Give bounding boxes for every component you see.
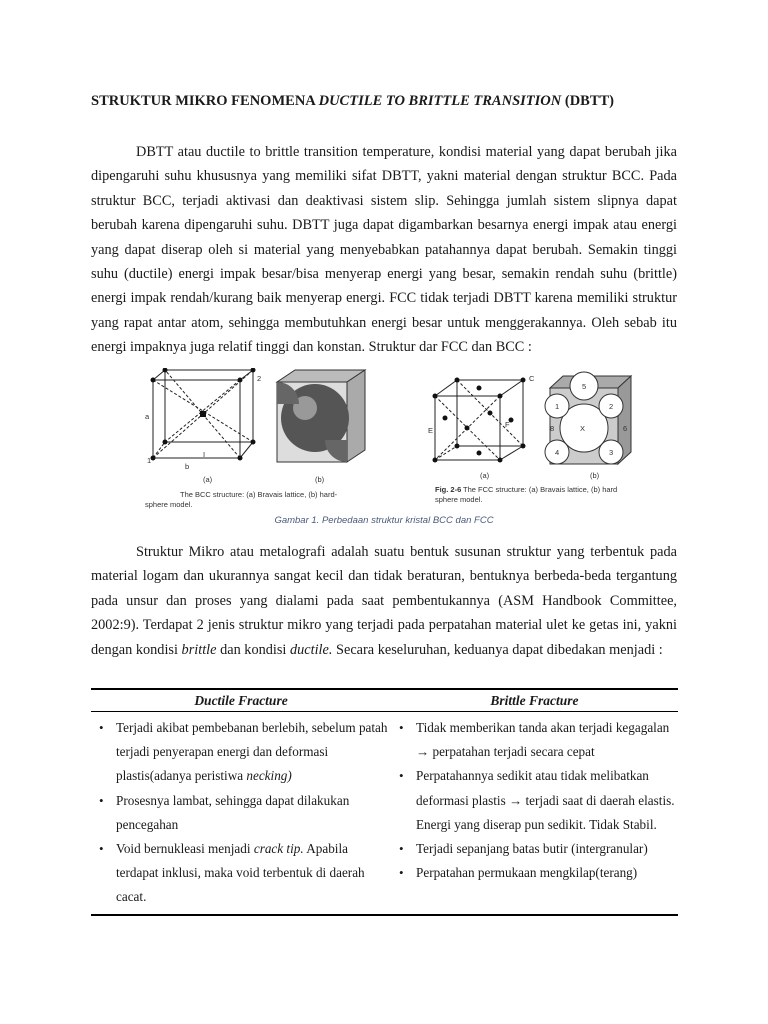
label-1: 1 <box>147 456 152 465</box>
fcc-label-a: (a) <box>480 471 490 480</box>
label-f: F <box>505 420 510 429</box>
crystal-structure-figure <box>145 368 635 518</box>
list-item: • Prosesnya lambat, sehingga dapat dilakukan pencegahan <box>91 789 391 837</box>
brittle-cell <box>391 712 678 915</box>
fcc-caption-fig: Fig. 2-6 <box>435 485 462 494</box>
label-i: I <box>203 450 206 459</box>
list-item: • Perpatahannya sedikit atau tidak melibatkan deformasi plastis → terjadi saat di daerah elastis. Energi yang diserap pun sedikit. Tidak Stabil. <box>391 764 678 837</box>
bcc-sphere-model <box>277 370 365 462</box>
label-e: E <box>428 426 434 435</box>
label-n8: 8 <box>550 424 555 433</box>
label-n2: 2 <box>609 402 614 411</box>
header-brittle: Brittle Fracture <box>391 689 678 712</box>
list-item: • Void bernukleasi menjadi crack tip. Apabila terdapat inklusi, maka void terbentuk di daerah cacat. <box>91 837 391 910</box>
label-n1: 1 <box>555 402 560 411</box>
fcc-caption: The FCC structure: (a) Bravais lattice, (b) hard <box>463 485 618 494</box>
fracture-comparison-table <box>91 688 678 916</box>
ductile-cell <box>91 712 391 915</box>
list-item: • Terjadi akibat pembebanan berlebih, sebelum patah terjadi penyerapan energi dan deformasi plastis(adanya peristiwa necking) <box>91 716 391 789</box>
fcc-label-b: (b) <box>590 471 600 480</box>
label-n3: 3 <box>609 448 614 457</box>
label-b: b <box>185 462 190 471</box>
header-ductile: Ductile Fracture <box>91 689 391 712</box>
paragraph-struktur-mikro: Struktur Mikro atau metalografi adalah suatu bentuk susunan struktur yang terbentuk pada material logam dan ukurannya sangat kecil dan tidak beraturan, bentuknya berbeda-beda tergantung pada unsur dan proses yang dialami pada saat pembentukannya (ASM Handbook Committee, 2002:9). Terdapat 2 jenis struktur mikro yang terjadi pada perpatahan material ulet ke getas ini, yakni dengan kondisi brittle dan kondisi ductile. Secara keseluruhan, keduanya dapat dibedakan menjadi : <box>91 544 677 658</box>
list-item: • Perpatahan permukaan mengkilap(terang) <box>391 861 678 885</box>
document-title: STRUKTUR MIKRO FENOMENA DUCTILE TO BRITTLE TRANSITION (DBTT) <box>91 93 615 109</box>
label-2: 2 <box>257 374 262 383</box>
paragraph-dbtt: DBTT atau ductile to brittle transition temperature, kondisi material yang dapat berubah jika dipengaruhi suhu khususnya yang memiliki sifat DBTT, yakni material dengan struktur BCC. Pada struktur BCC, terjadi aktivasi dan deaktivasi sistem slip. Sehingga jumlah sistem slipnya dapat berubah karena dipengaruhi suhu. DBTT juga dapat digambarkan besarnya energi impak atau energi yang dapat diserap oleh si material yang menyebabkan patahannya dapat berubah. Semakin tinggi suhu (ductile) energi impak besar/bisa menyerap energi yang besar, semakin rendah suhu (brittle) energi impak rendah/kurang baik menyerap energi. FCC tidak terjadi DBTT karena memiliki struktur yang rapat antar atom, sehingga membutuhkan energi besar untuk menggerakannya. Oleh sebab itu energi impaknya juga relatif tinggi dan konstan. Struktur dar FCC dan BCC : <box>91 144 677 356</box>
label-x: X <box>580 424 586 433</box>
label-c: C <box>529 374 535 383</box>
label-n5: 5 <box>582 382 587 391</box>
label-n4: 4 <box>555 448 560 457</box>
bcc-caption-2: sphere model. <box>145 500 193 509</box>
label-n6: 6 <box>623 424 628 433</box>
bcc-label-b: (b) <box>315 475 325 484</box>
bcc-caption: The BCC structure: (a) Bravais lattice, (b) hard- <box>180 490 338 499</box>
list-item: • Tidak memberikan tanda akan terjadi kegagalan → perpatahan terjadi secara cepat <box>391 716 678 764</box>
fcc-caption-2: sphere model. <box>435 495 483 504</box>
list-item: • Terjadi sepanjang batas butir (intergranular) <box>391 837 678 861</box>
figure-caption: Gambar 1. Perbedaan struktur kristal BCC dan FCC <box>274 515 494 526</box>
bcc-label-a: (a) <box>203 475 213 484</box>
label-a: a <box>145 412 150 421</box>
